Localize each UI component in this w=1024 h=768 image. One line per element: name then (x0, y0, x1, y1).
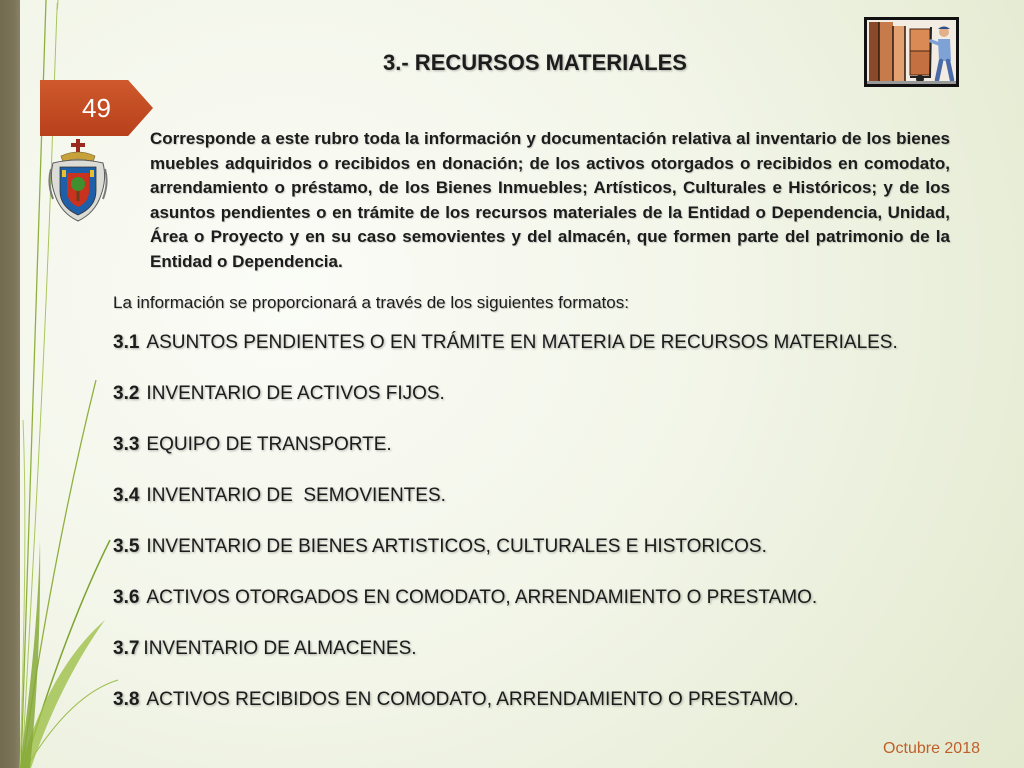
page-title: 3.- RECURSOS MATERIALES (383, 50, 687, 75)
format-code: 3.6 (113, 587, 140, 608)
format-label: INVENTARIO DE ACTIVOS FIJOS. (146, 383, 445, 404)
slide-number: 49 (82, 93, 111, 123)
format-label: INVENTARIO DE BIENES ARTISTICOS, CULTURALES E HISTORICOS. (146, 536, 767, 557)
format-item-3-6 (113, 585, 973, 636)
format-code: 3.4 (113, 485, 140, 506)
logo-cross (71, 139, 85, 152)
format-item-3-4 (113, 483, 973, 534)
format-item-3-1 (113, 330, 973, 381)
hand-truck-mover-icon (864, 17, 959, 87)
format-code: 3.5 (113, 536, 140, 557)
format-code: 3.8 (113, 689, 140, 710)
coat-of-arms-icon (47, 139, 109, 223)
format-label: ASUNTOS PENDIENTES O EN TRÁMITE EN MATERIA DE RECURSOS MATERIALES. (146, 332, 898, 353)
format-code: 3.1 (113, 332, 140, 353)
format-code: 3.7 (113, 638, 140, 659)
slide-number-tag (40, 80, 153, 136)
format-item-3-8 (113, 687, 973, 738)
format-item-3-7 (113, 636, 973, 687)
clipart-stacked-boxes (869, 22, 905, 82)
description-paragraph: Corresponde a este rubro toda la información y documentación relativa al inventario de los bienes muebles adquiridos o recibidos en donación; de los activos otorgados o recibidos en comodato, arrendamiento o préstamo, de los Bienes Inmuebles; Artísticos, Culturales e Históricos; y de los asuntos pendientes o en trámite de los recursos materiales de la Entidad o Dependencia, Unidad, Área o Proyecto y en su caso semovientes y del almacén, que formen parte del patrimonio de la Entidad o Dependencia. (150, 129, 950, 271)
clipart-dolly-boxes (910, 27, 931, 83)
footer-date: Octubre 2018 (883, 740, 980, 757)
format-label: INVENTARIO DE ALMACENES. (143, 638, 417, 659)
formats-list (113, 330, 973, 738)
format-code: 3.2 (113, 383, 140, 404)
formats-intro: La información se proporcionará a través de los siguientes formatos: (113, 293, 629, 312)
format-label: ACTIVOS OTORGADOS EN COMODATO, ARRENDAMIENTO O PRESTAMO. (146, 587, 818, 608)
format-item-3-2 (113, 381, 973, 432)
format-label: ACTIVOS RECIBIDOS EN COMODATO, ARRENDAMIENTO O PRESTAMO. (146, 689, 799, 710)
format-item-3-3 (113, 432, 973, 483)
format-label: INVENTARIO DE SEMOVIENTES. (146, 485, 446, 506)
format-code: 3.3 (113, 434, 140, 455)
format-label: EQUIPO DE TRANSPORTE. (146, 434, 392, 455)
format-item-3-5 (113, 534, 973, 585)
